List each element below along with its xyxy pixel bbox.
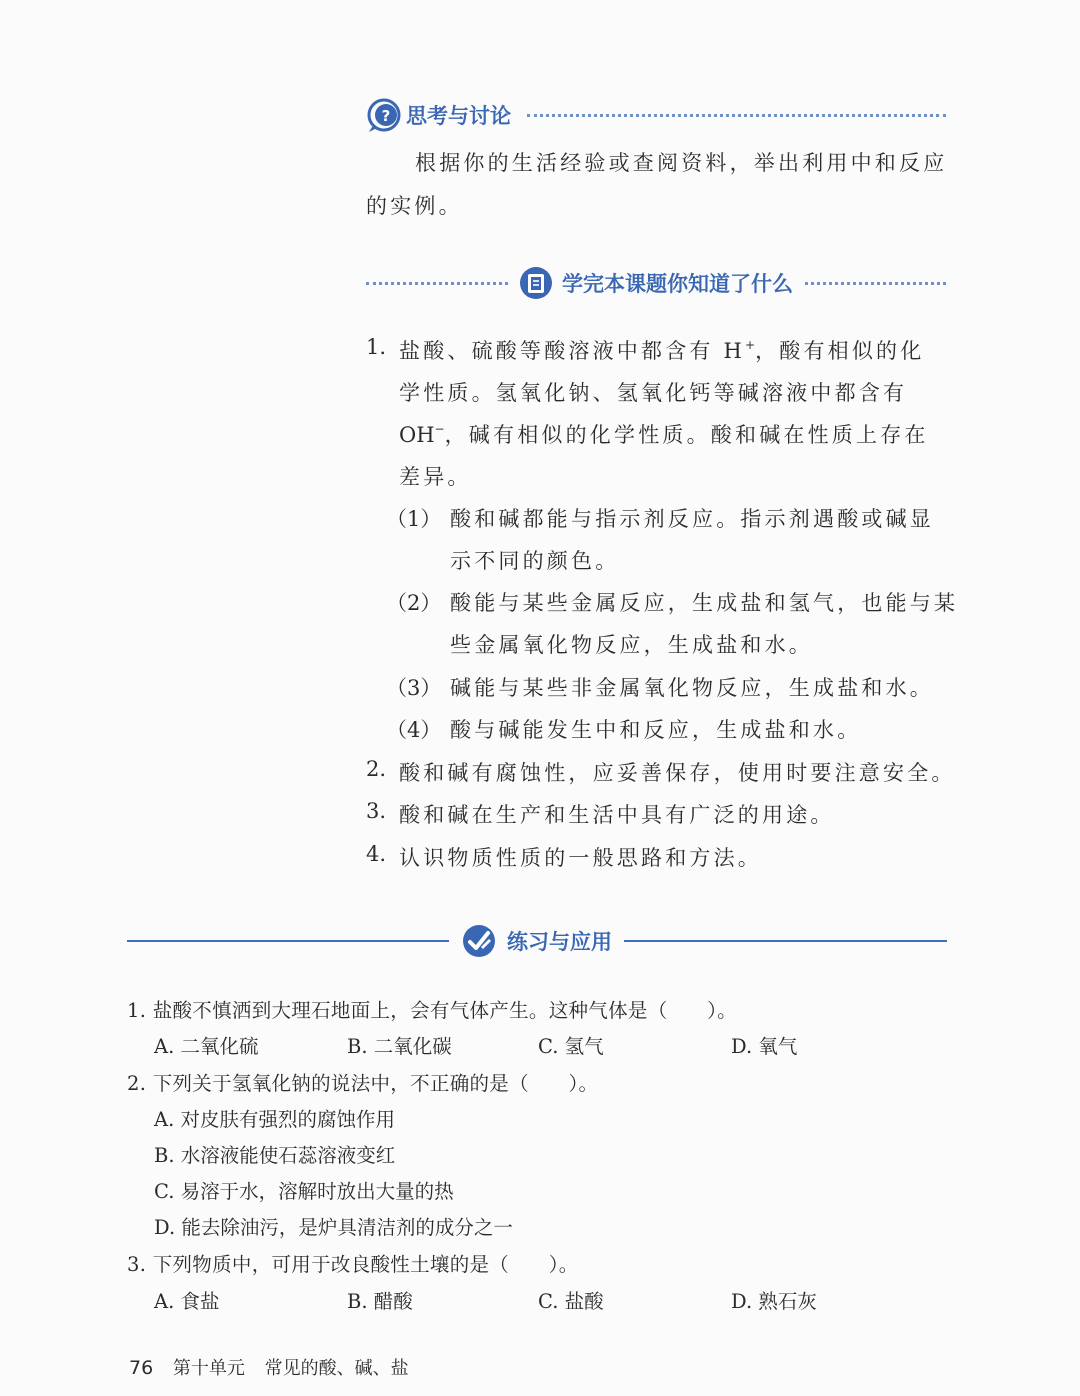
question-3-option-b: B. 醋酸 xyxy=(347,1290,413,1313)
question-3: 3. 下列物质中，可用于改良酸性土壤的是（ ）。 xyxy=(127,1253,579,1276)
solid-divider xyxy=(624,940,947,942)
question-2-option-c: C. 易溶于水，溶解时放出大量的热 xyxy=(154,1180,454,1203)
summary-item-2-text: 酸和碱有腐蚀性，应妥善保存，使用时要注意安全。 xyxy=(399,761,956,785)
dotted-divider xyxy=(366,282,508,285)
text-segment: ，酸有相似的化 xyxy=(755,339,925,363)
summary-item-1-line-1 xyxy=(399,335,924,365)
text-segment: 盐酸、硫酸等酸溶液中都含有 H xyxy=(399,339,745,363)
page-number: 76 xyxy=(129,1357,154,1379)
question-1-option-c: C. 氢气 xyxy=(538,1035,604,1058)
superscript: − xyxy=(434,422,445,436)
question-1-option-b: B. 二氧化碳 xyxy=(347,1035,452,1058)
summary-item-2-number: 2. xyxy=(366,757,387,781)
question-2-option-a: A. 对皮肤有强烈的腐蚀作用 xyxy=(154,1108,395,1131)
sub-item-3-number: （3） xyxy=(386,676,442,700)
question-3-option-d: D. 熟石灰 xyxy=(731,1290,817,1313)
summary-item-4-number: 4. xyxy=(366,842,387,866)
text-segment: ，碱有相似的化学性质。酸和碱在性质上存在 xyxy=(444,423,929,447)
unit-title: 常见的酸、碱、盐 xyxy=(264,1358,409,1379)
sub-item-4-number: （4） xyxy=(386,718,442,742)
sub-item-2-line-2: 些金属氧化物反应，生成盐和水。 xyxy=(450,633,813,657)
summary-title: 学完本课题你知道了什么 xyxy=(562,272,793,296)
question-3-option-a: A. 食盐 xyxy=(154,1290,220,1313)
question-3-option-c: C. 盐酸 xyxy=(538,1290,604,1313)
svg-text:?: ? xyxy=(381,107,391,125)
question-1-option-a: A. 二氧化硫 xyxy=(154,1035,259,1058)
exercise-header xyxy=(127,922,947,960)
pencil-check-icon xyxy=(461,923,497,959)
text-segment: OH xyxy=(399,423,435,447)
sub-item-1-line-2: 示不同的颜色。 xyxy=(450,549,620,573)
summary-item-3-text: 酸和碱在生产和生活中具有广泛的用途。 xyxy=(399,803,835,827)
solid-divider xyxy=(127,940,449,942)
summary-item-1-line-3 xyxy=(399,419,929,449)
summary-item-1-number: 1. xyxy=(366,335,387,359)
think-discuss-title: 思考与讨论 xyxy=(406,104,511,128)
summary-item-3-number: 3. xyxy=(366,799,387,823)
think-line-1: 根据你的生活经验或查阅资料，举出利用中和反应 xyxy=(415,151,948,175)
question-bubble-icon xyxy=(366,97,402,133)
summary-item-4-text: 认识物质性质的一般思路和方法。 xyxy=(399,846,762,870)
dotted-divider xyxy=(805,282,946,285)
page-footer xyxy=(129,1354,409,1380)
question-2-option-d: D. 能去除油污，是炉具清洁剂的成分之一 xyxy=(154,1216,513,1239)
book-icon xyxy=(518,265,554,301)
dotted-divider xyxy=(527,114,946,117)
summary-item-1-line-2: 学性质。氢氧化钠、氢氧化钙等碱溶液中都含有 xyxy=(399,381,908,405)
sub-item-2-line-1: 酸能与某些金属反应，生成盐和氢气，也能与某 xyxy=(450,591,959,615)
question-2-option-b: B. 水溶液能使石蕊溶液变红 xyxy=(154,1144,396,1167)
exercise-title: 练习与应用 xyxy=(507,930,612,954)
think-line-2: 的实例。 xyxy=(366,194,463,218)
unit-label: 第十单元 xyxy=(172,1358,245,1379)
sub-item-1-line-1: 酸和碱都能与指示剂反应。指示剂遇酸或碱显 xyxy=(450,507,934,531)
think-discuss-header xyxy=(366,96,946,134)
summary-header xyxy=(366,264,946,302)
summary-item-1-line-4: 差异。 xyxy=(399,465,472,489)
question-2: 2. 下列关于氢氧化钠的说法中，不正确的是（ ）。 xyxy=(127,1072,599,1095)
question-1: 1. 盐酸不慎洒到大理石地面上，会有气体产生。这种气体是（ ）。 xyxy=(127,999,737,1022)
sub-item-3-line-1: 碱能与某些非金属氧化物反应，生成盐和水。 xyxy=(450,676,934,700)
sub-item-1-number: （1） xyxy=(386,507,442,531)
sub-item-4-line-1: 酸与碱能发生中和反应，生成盐和水。 xyxy=(450,718,862,742)
sub-item-2-number: （2） xyxy=(386,591,442,615)
superscript: + xyxy=(745,338,756,352)
question-1-option-d: D. 氧气 xyxy=(731,1035,798,1058)
